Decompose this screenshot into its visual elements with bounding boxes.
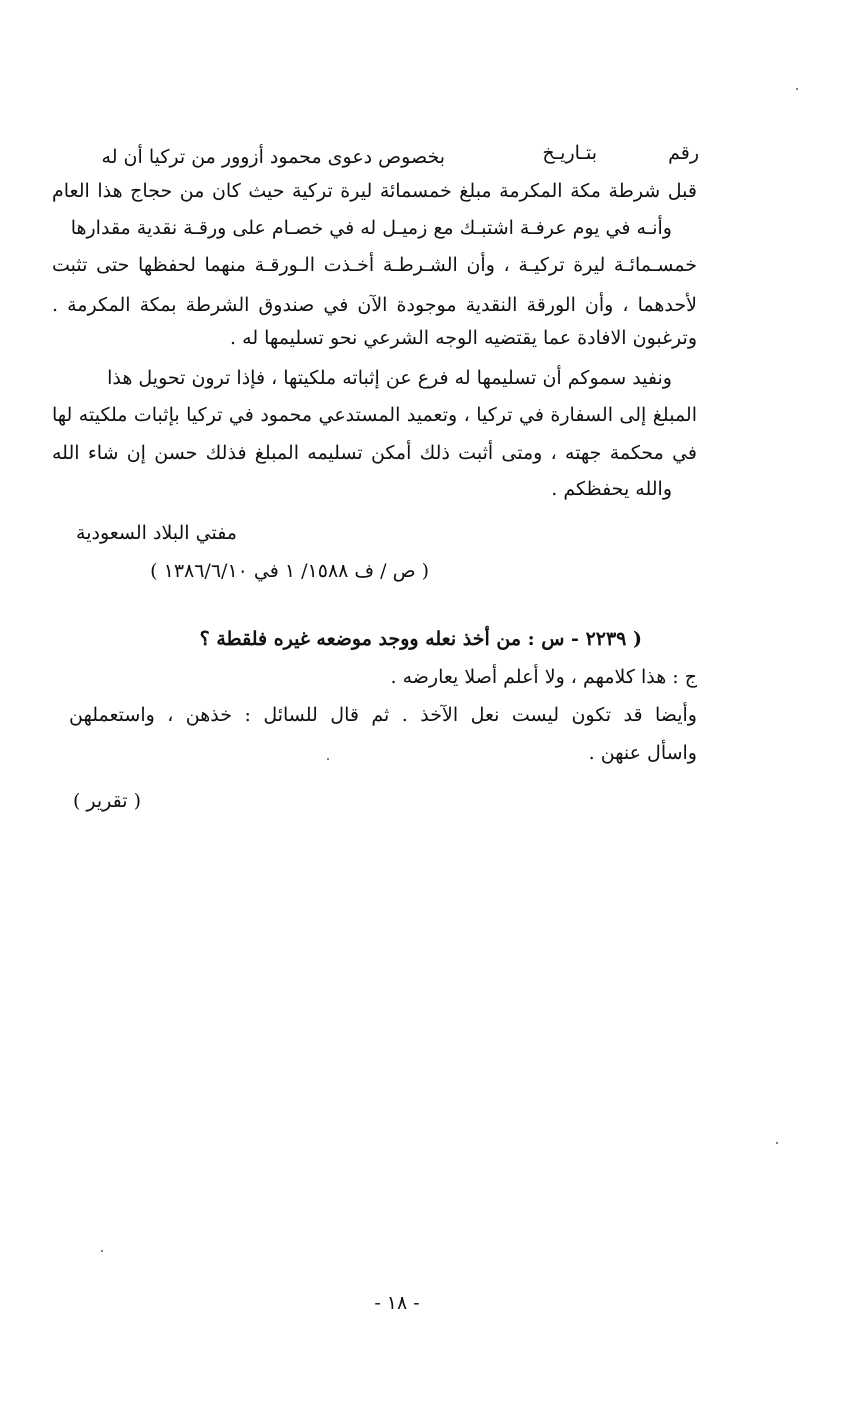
letter-closing: والله يحفظكم . [551, 478, 672, 500]
letter-body-line: وترغبون الافادة عما يقتضيه الوجه الشرعي نحو تسليمها له . [230, 327, 697, 349]
signature: مفتي البلاد السعودية [76, 522, 237, 544]
answer-line: ج : هذا كلامهم ، ولا أعلم أصلا يعارضه . [390, 666, 697, 688]
letter-body-line: وأنـه في يوم عرفـة اشتبـك مع زميـل له في خصـام على ورقـة نقدية مقدارها [70, 217, 672, 239]
scan-speck [776, 1142, 778, 1144]
letter-opening: بخصوص دعوى محمود أزوور من تركيا أن له [101, 146, 445, 168]
letter-body-line: في محكمة جهته ، ومتى أثبت ذلك أمكن تسليمه المبلغ فذلك حسن إن شاء الله [52, 442, 697, 464]
question-heading: ( ٢٢٣٩ - س : من أخذ نعله ووجد موضعه غيره فلقطة ؟ [199, 628, 642, 650]
source-note: ( تقرير ) [72, 790, 141, 812]
scan-speck [796, 88, 798, 90]
answer-line: واسأل عنهن . [588, 742, 697, 764]
date-label: بتـاريـخ [542, 142, 597, 164]
scan-speck [101, 1250, 103, 1252]
letter-body-line: قبل شرطة مكة المكرمة مبلغ خمسمائة ليرة تركية حيث كان من حجاج هذا العام [52, 180, 697, 202]
raqm-label: رقم [668, 142, 699, 164]
scan-speck [327, 758, 329, 760]
answer-line: وأيضا قد تكون ليست نعل الآخذ . ثم قال للسائل : خذهن ، واستعملهن [69, 704, 697, 726]
reference-number: ( ص / ف ١٥٨٨/ ١ في ١٣٨٦/٦/١٠ ) [150, 560, 429, 582]
letter-body-line: لأحدهما ، وأن الورقة النقدية موجودة الآن في صندوق الشرطة بمكة المكرمة . [52, 294, 697, 316]
letter-body-line: ونفيد سموكم أن تسليمها له فرع عن إثباته ملكيتها ، فإذا ترون تحويل هذا [107, 367, 672, 389]
letter-body-line: المبلغ إلى السفارة في تركيا ، وتعميد المستدعي محمود في تركيا بإثبات ملكيته لها [52, 404, 697, 426]
letter-body-line: خمسـمائـة ليرة تركيـة ، وأن الشـرطـة أخـذت الـورقـة منهما لحفظها حتى تثبت [52, 254, 697, 276]
page-number: - ١٨ - [374, 1292, 420, 1314]
